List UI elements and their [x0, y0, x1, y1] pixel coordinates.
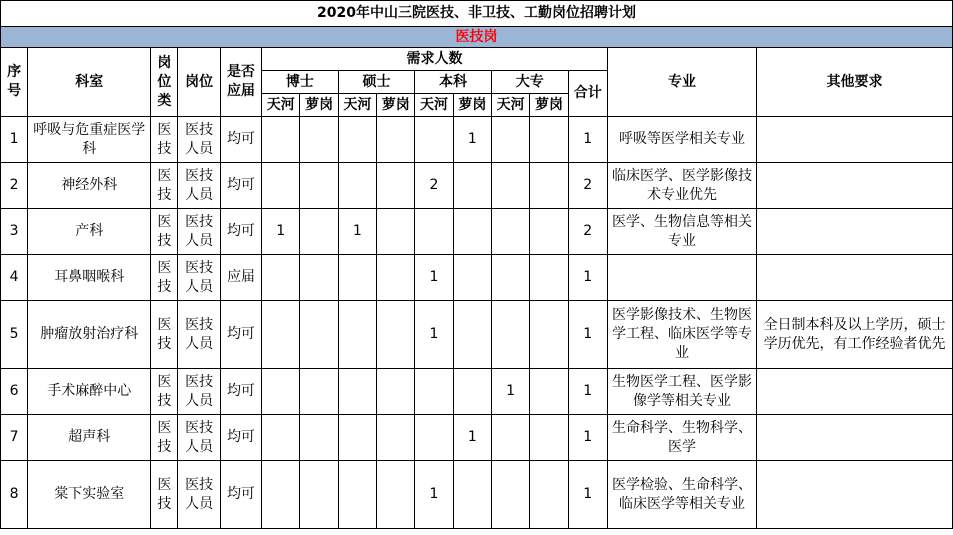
cell-position: 医技人员	[178, 117, 220, 163]
cell-master-luogang	[377, 255, 415, 301]
header-doctor-luogang: 萝岗	[300, 94, 338, 117]
section-label: 医技岗	[1, 27, 953, 48]
cell-total: 1	[568, 117, 607, 163]
cell-college-luogang	[530, 415, 568, 461]
cell-fresh: 均可	[220, 163, 261, 209]
cell-bachelor-tianhe: 2	[415, 163, 453, 209]
cell-master-tianhe	[338, 301, 376, 369]
table-row	[1, 255, 953, 301]
header-master-luogang: 萝岗	[377, 94, 415, 117]
cell-position: 医技人员	[178, 461, 220, 529]
cell-bachelor-luogang	[453, 369, 491, 415]
cell-college-luogang	[530, 255, 568, 301]
cell-doctor-tianhe	[262, 369, 300, 415]
cell-dept: 棠下实验室	[28, 461, 151, 529]
cell-master-tianhe	[338, 415, 376, 461]
header-college: 大专	[491, 71, 568, 94]
cell-category: 医技	[151, 163, 178, 209]
cell-seq: 1	[1, 117, 28, 163]
header-doctor-tianhe: 天河	[262, 94, 300, 117]
cell-doctor-tianhe	[262, 255, 300, 301]
cell-doctor-tianhe	[262, 415, 300, 461]
cell-dept: 手术麻醉中心	[28, 369, 151, 415]
cell-position: 医技人员	[178, 163, 220, 209]
cell-doctor-luogang	[300, 461, 338, 529]
cell-position: 医技人员	[178, 209, 220, 255]
table-row	[1, 461, 953, 529]
header-bachelor-luogang: 萝岗	[453, 94, 491, 117]
cell-category: 医技	[151, 117, 178, 163]
cell-master-tianhe	[338, 117, 376, 163]
cell-doctor-tianhe: 1	[262, 209, 300, 255]
cell-bachelor-luogang	[453, 255, 491, 301]
cell-fresh: 均可	[220, 369, 261, 415]
table-row	[1, 209, 953, 255]
cell-college-luogang	[530, 209, 568, 255]
cell-category: 医技	[151, 255, 178, 301]
cell-seq: 2	[1, 163, 28, 209]
cell-bachelor-tianhe	[415, 117, 453, 163]
table-row	[1, 415, 953, 461]
cell-category: 医技	[151, 301, 178, 369]
cell-major: 医学检验、生命科学、临床医学等相关专业	[607, 461, 756, 529]
cell-master-luogang	[377, 461, 415, 529]
cell-other	[757, 255, 953, 301]
cell-bachelor-luogang: 1	[453, 415, 491, 461]
header-college-tianhe: 天河	[491, 94, 529, 117]
header-master: 硕士	[338, 71, 415, 94]
header-demand: 需求人数	[262, 48, 608, 71]
cell-major: 医学、生物信息等相关专业	[607, 209, 756, 255]
cell-seq: 8	[1, 461, 28, 529]
cell-college-tianhe	[491, 415, 529, 461]
cell-other	[757, 461, 953, 529]
cell-dept: 超声科	[28, 415, 151, 461]
cell-other	[757, 163, 953, 209]
cell-dept: 神经外科	[28, 163, 151, 209]
cell-bachelor-tianhe	[415, 415, 453, 461]
cell-fresh: 均可	[220, 209, 261, 255]
cell-college-tianhe	[491, 301, 529, 369]
cell-major: 临床医学、医学影像技术专业优先	[607, 163, 756, 209]
table-row	[1, 163, 953, 209]
cell-total: 1	[568, 255, 607, 301]
cell-seq: 7	[1, 415, 28, 461]
cell-bachelor-luogang	[453, 301, 491, 369]
table-row	[1, 117, 953, 163]
cell-master-tianhe: 1	[338, 209, 376, 255]
cell-bachelor-luogang	[453, 163, 491, 209]
sheet-title: 2020年中山三院医技、非卫技、工勤岗位招聘计划	[1, 1, 953, 27]
cell-dept: 耳鼻咽喉科	[28, 255, 151, 301]
cell-master-tianhe	[338, 163, 376, 209]
cell-bachelor-tianhe: 1	[415, 301, 453, 369]
cell-fresh: 均可	[220, 415, 261, 461]
cell-bachelor-luogang: 1	[453, 117, 491, 163]
cell-category: 医技	[151, 461, 178, 529]
cell-college-tianhe	[491, 163, 529, 209]
cell-other	[757, 415, 953, 461]
cell-doctor-luogang	[300, 301, 338, 369]
cell-bachelor-luogang	[453, 209, 491, 255]
cell-total: 1	[568, 461, 607, 529]
cell-college-luogang	[530, 461, 568, 529]
table-row	[1, 301, 953, 369]
cell-fresh: 均可	[220, 461, 261, 529]
header-major: 专业	[607, 48, 756, 117]
cell-position: 医技人员	[178, 301, 220, 369]
cell-doctor-luogang	[300, 117, 338, 163]
cell-fresh: 均可	[220, 301, 261, 369]
cell-category: 医技	[151, 369, 178, 415]
cell-major: 医学影像技术、生物医学工程、临床医学等专业	[607, 301, 756, 369]
cell-dept: 肿瘤放射治疗科	[28, 301, 151, 369]
cell-college-tianhe	[491, 209, 529, 255]
cell-fresh: 应届	[220, 255, 261, 301]
cell-dept: 呼吸与危重症医学科	[28, 117, 151, 163]
header-position: 岗位	[178, 48, 220, 117]
cell-position: 医技人员	[178, 415, 220, 461]
header-total: 合计	[568, 71, 607, 117]
cell-master-luogang	[377, 163, 415, 209]
cell-position: 医技人员	[178, 369, 220, 415]
cell-doctor-tianhe	[262, 301, 300, 369]
cell-doctor-tianhe	[262, 117, 300, 163]
cell-bachelor-tianhe	[415, 369, 453, 415]
cell-master-tianhe	[338, 255, 376, 301]
header-category: 岗位类	[151, 48, 178, 117]
cell-college-luogang	[530, 163, 568, 209]
cell-total: 1	[568, 301, 607, 369]
cell-doctor-luogang	[300, 369, 338, 415]
cell-seq: 5	[1, 301, 28, 369]
cell-college-tianhe	[491, 255, 529, 301]
table-row	[1, 369, 953, 415]
cell-major	[607, 255, 756, 301]
header-master-tianhe: 天河	[338, 94, 376, 117]
cell-seq: 6	[1, 369, 28, 415]
cell-master-luogang	[377, 301, 415, 369]
cell-position: 医技人员	[178, 255, 220, 301]
cell-master-tianhe	[338, 369, 376, 415]
header-bachelor: 本科	[415, 71, 492, 94]
cell-total: 2	[568, 163, 607, 209]
cell-bachelor-tianhe: 1	[415, 461, 453, 529]
cell-college-luogang	[530, 117, 568, 163]
cell-college-tianhe	[491, 461, 529, 529]
cell-category: 医技	[151, 415, 178, 461]
cell-bachelor-luogang	[453, 461, 491, 529]
cell-fresh: 均可	[220, 117, 261, 163]
cell-master-luogang	[377, 117, 415, 163]
header-doctor: 博士	[262, 71, 339, 94]
cell-master-luogang	[377, 369, 415, 415]
cell-doctor-luogang	[300, 255, 338, 301]
header-college-luogang: 萝岗	[530, 94, 568, 117]
cell-college-luogang	[530, 369, 568, 415]
cell-major: 生物医学工程、医学影像学等相关专业	[607, 369, 756, 415]
cell-master-luogang	[377, 415, 415, 461]
cell-other	[757, 117, 953, 163]
cell-doctor-luogang	[300, 415, 338, 461]
cell-seq: 4	[1, 255, 28, 301]
cell-master-luogang	[377, 209, 415, 255]
cell-college-tianhe: 1	[491, 369, 529, 415]
cell-seq: 3	[1, 209, 28, 255]
cell-master-tianhe	[338, 461, 376, 529]
cell-bachelor-tianhe: 1	[415, 255, 453, 301]
cell-major: 生命科学、生物科学、医学	[607, 415, 756, 461]
cell-dept: 产科	[28, 209, 151, 255]
header-other: 其他要求	[757, 48, 953, 117]
cell-college-luogang	[530, 301, 568, 369]
cell-total: 1	[568, 415, 607, 461]
header-seq: 序号	[1, 48, 28, 117]
cell-bachelor-tianhe	[415, 209, 453, 255]
header-fresh: 是否应届	[220, 48, 261, 117]
cell-doctor-tianhe	[262, 163, 300, 209]
cell-doctor-tianhe	[262, 461, 300, 529]
cell-major: 呼吸等医学相关专业	[607, 117, 756, 163]
cell-doctor-luogang	[300, 163, 338, 209]
cell-category: 医技	[151, 209, 178, 255]
cell-college-tianhe	[491, 117, 529, 163]
cell-total: 1	[568, 369, 607, 415]
header-bachelor-tianhe: 天河	[415, 94, 453, 117]
cell-doctor-luogang	[300, 209, 338, 255]
cell-other: 全日制本科及以上学历，硕士学历优先，有工作经验者优先	[757, 301, 953, 369]
header-dept: 科室	[28, 48, 151, 117]
cell-total: 2	[568, 209, 607, 255]
cell-other	[757, 369, 953, 415]
cell-other	[757, 209, 953, 255]
